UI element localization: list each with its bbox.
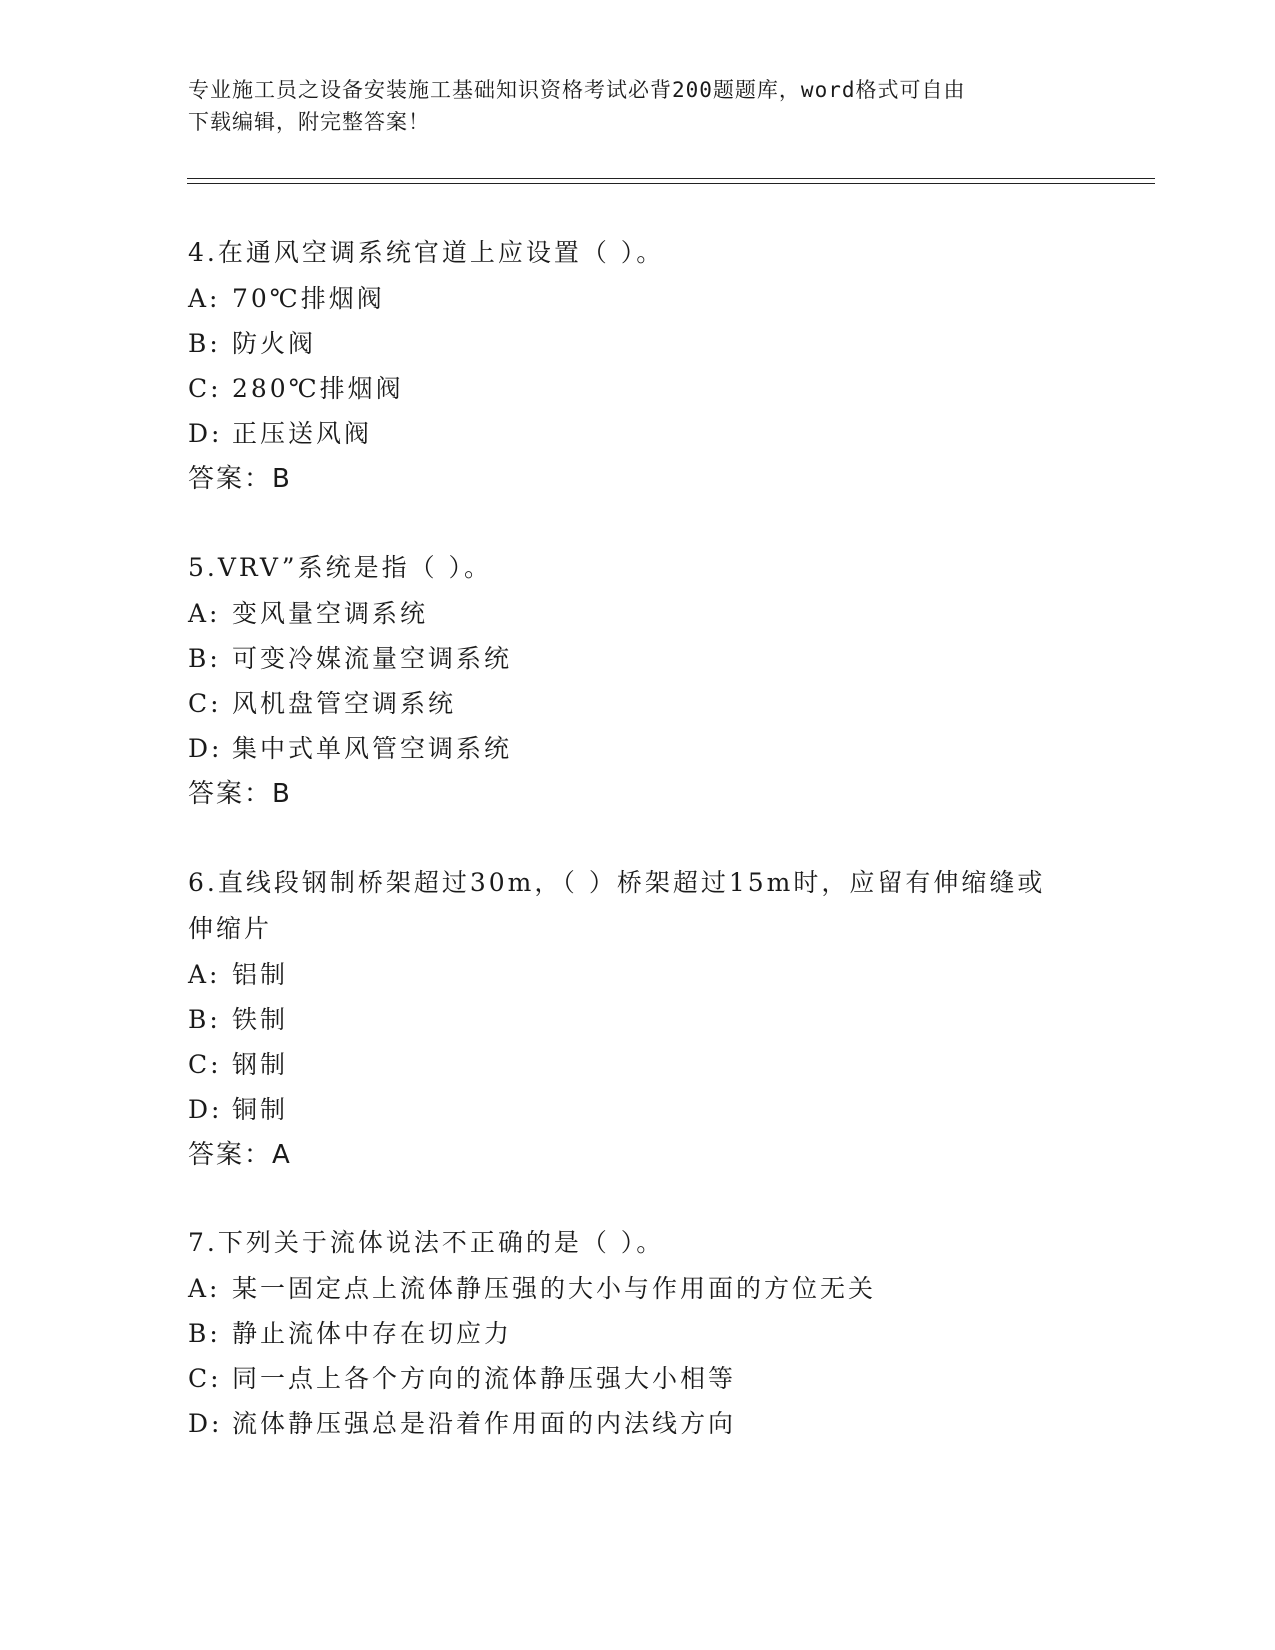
option-letter: C: <box>188 1364 222 1393</box>
question-block <box>188 230 1088 502</box>
option-letter: B: <box>188 1319 221 1348</box>
option-text: 静止流体中存在切应力 <box>232 1319 513 1348</box>
option-text: 铝制 <box>232 960 289 989</box>
header-line-1: 专业施工员之设备安装施工基础知识资格考试必背200题题库，word格式可自由 <box>188 78 966 102</box>
option-a <box>188 1266 1088 1311</box>
option-letter: C: <box>188 1050 222 1079</box>
option-text: 某一固定点上流体静压强的大小与作用面的方位无关 <box>232 1274 877 1303</box>
option-text: 同一点上各个方向的流体静压强大小相等 <box>232 1364 737 1393</box>
answer-line: 答案：A <box>188 1140 292 1170</box>
option-c <box>188 681 1088 726</box>
option-d <box>188 726 1088 771</box>
option-letter: B: <box>188 329 221 358</box>
header-divider-bottom <box>187 183 1155 184</box>
option-letter: A: <box>188 1274 221 1303</box>
option-text: 钢制 <box>232 1050 289 1079</box>
question-text: 7.下列关于流体说法不正确的是（ ）。 <box>188 1228 665 1257</box>
option-text: 变风量空调系统 <box>232 599 429 628</box>
question-block <box>188 545 1088 817</box>
option-c <box>188 366 1088 411</box>
option-text: 防火阀 <box>232 329 317 358</box>
option-a <box>188 276 1088 321</box>
option-text: 铁制 <box>232 1005 289 1034</box>
question-text: 4.在通风空调系统官道上应设置（ ）。 <box>188 238 665 267</box>
question-text: 5.VRV”系统是指（ ）。 <box>188 553 493 582</box>
option-text: 集中式单风管空调系统 <box>232 734 513 763</box>
option-letter: A: <box>188 284 221 313</box>
option-text: 流体静压强总是沿着作用面的内法线方向 <box>232 1409 737 1438</box>
option-a <box>188 952 1058 997</box>
question-block <box>188 1220 1088 1446</box>
option-letter: B: <box>188 1005 221 1034</box>
question-block <box>188 860 1058 1178</box>
option-letter: D: <box>188 419 223 448</box>
option-letter: D: <box>188 1409 223 1438</box>
option-d <box>188 411 1088 456</box>
option-b <box>188 636 1088 681</box>
option-b <box>188 997 1058 1042</box>
answer-line: 答案：B <box>188 464 292 494</box>
document-header <box>188 74 1088 138</box>
option-letter: D: <box>188 734 223 763</box>
option-b <box>188 1311 1088 1356</box>
option-text: 可变冷媒流量空调系统 <box>232 644 513 673</box>
option-a <box>188 591 1088 636</box>
option-letter: A: <box>188 960 221 989</box>
answer-line: 答案：B <box>188 779 292 809</box>
header-line-2: 下载编辑，附完整答案！ <box>188 110 430 134</box>
option-c <box>188 1042 1058 1087</box>
option-text: 铜制 <box>232 1095 289 1124</box>
option-letter: B: <box>188 644 221 673</box>
option-text: 280℃排烟阀 <box>232 374 404 403</box>
option-c <box>188 1356 1088 1401</box>
option-text: 70℃排烟阀 <box>232 284 385 313</box>
option-text: 风机盘管空调系统 <box>232 689 457 718</box>
option-d <box>188 1401 1088 1446</box>
option-letter: D: <box>188 1095 223 1124</box>
option-b <box>188 321 1088 366</box>
option-letter: A: <box>188 599 221 628</box>
option-letter: C: <box>188 374 222 403</box>
option-text: 正压送风阀 <box>232 419 373 448</box>
option-letter: C: <box>188 689 222 718</box>
option-d <box>188 1087 1058 1132</box>
question-text: 6.直线段钢制桥架超过30m，（ ）桥架超过15m时，应留有伸缩缝或伸缩片 <box>188 868 1046 943</box>
header-divider-top <box>187 178 1155 179</box>
